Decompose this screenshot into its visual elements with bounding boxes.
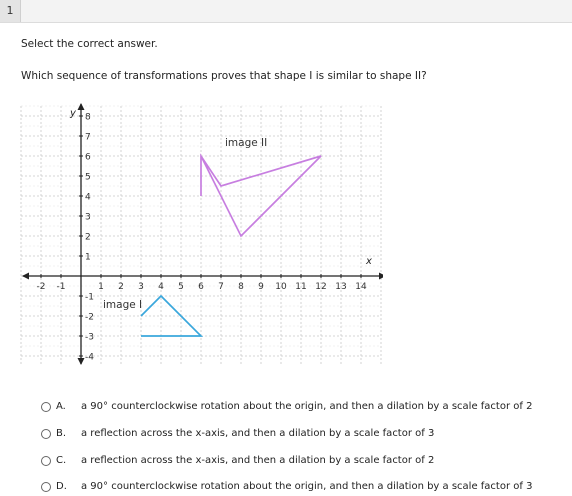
x-tick-label: 6 xyxy=(198,282,204,292)
x-tick-label: 3 xyxy=(138,282,144,292)
option-letter: A. xyxy=(56,401,66,412)
x-axis-label: x xyxy=(366,256,372,267)
y-tick-label: 6 xyxy=(85,152,91,163)
x-tick-label: 11 xyxy=(295,282,307,292)
y-tick-label: -1 xyxy=(85,292,94,303)
radio-button[interactable] xyxy=(41,402,51,412)
y-tick-label: 2 xyxy=(85,232,91,243)
coordinate-graph xyxy=(19,94,383,370)
x-tick-label: -2 xyxy=(36,282,46,292)
option-text: a reflection across the x-axis, and then a dilation by a scale factor of 3 xyxy=(81,428,435,439)
x-tick-label: 8 xyxy=(238,282,244,292)
x-tick-label: 13 xyxy=(335,282,347,292)
x-tick-label: -1 xyxy=(56,282,66,292)
option-letter: C. xyxy=(56,455,67,466)
y-tick-label: 3 xyxy=(85,212,91,223)
y-tick-label: 1 xyxy=(85,252,91,263)
y-tick-label: 4 xyxy=(85,192,91,203)
radio-button[interactable] xyxy=(41,482,51,492)
y-tick-label: -3 xyxy=(85,332,94,343)
shape-II-label: image II xyxy=(225,137,268,149)
question-header-bar xyxy=(0,0,572,23)
x-tick-label: 2 xyxy=(118,282,124,292)
x-tick-label: 10 xyxy=(275,282,287,292)
x-tick-label: 4 xyxy=(158,282,164,292)
y-axis-label: y xyxy=(70,108,76,119)
y-tick-label: 7 xyxy=(85,132,91,143)
option-text: a 90° counterclockwise rotation about the origin, and then a dilation by a scale factor of 2 xyxy=(81,401,533,412)
y-axis-arrow-up xyxy=(78,103,85,110)
y-tick-label: 8 xyxy=(85,112,91,123)
radio-button[interactable] xyxy=(41,456,51,466)
x-tick-label: 5 xyxy=(178,282,184,292)
option-text: a reflection across the x-axis, and then a dilation by a scale factor of 2 xyxy=(81,455,435,466)
x-tick-label: 12 xyxy=(315,282,327,292)
x-tick-label: 7 xyxy=(218,282,224,292)
x-tick-label: 14 xyxy=(355,282,367,292)
y-tick-label: -4 xyxy=(85,352,94,363)
question-number-tab[interactable]: 1 xyxy=(0,0,21,22)
x-axis-arrow-right xyxy=(379,273,383,280)
radio-button[interactable] xyxy=(41,429,51,439)
x-tick-label: 1 xyxy=(98,282,104,292)
question-text: Which sequence of transformations proves that shape I is similar to shape II? xyxy=(21,70,427,82)
option-letter: D. xyxy=(56,481,67,492)
x-axis-arrow-left xyxy=(22,273,29,280)
option-text: a 90° counterclockwise rotation about the origin, and then a dilation by a scale factor of 3 xyxy=(81,481,533,492)
x-tick-label: 9 xyxy=(258,282,264,292)
y-tick-label: 5 xyxy=(85,172,91,183)
y-axis-arrow-down xyxy=(78,358,85,365)
y-tick-label: -2 xyxy=(85,312,94,323)
shape-I-label: image I xyxy=(103,299,143,311)
instruction-text: Select the correct answer. xyxy=(21,38,158,50)
option-letter: B. xyxy=(56,428,67,439)
